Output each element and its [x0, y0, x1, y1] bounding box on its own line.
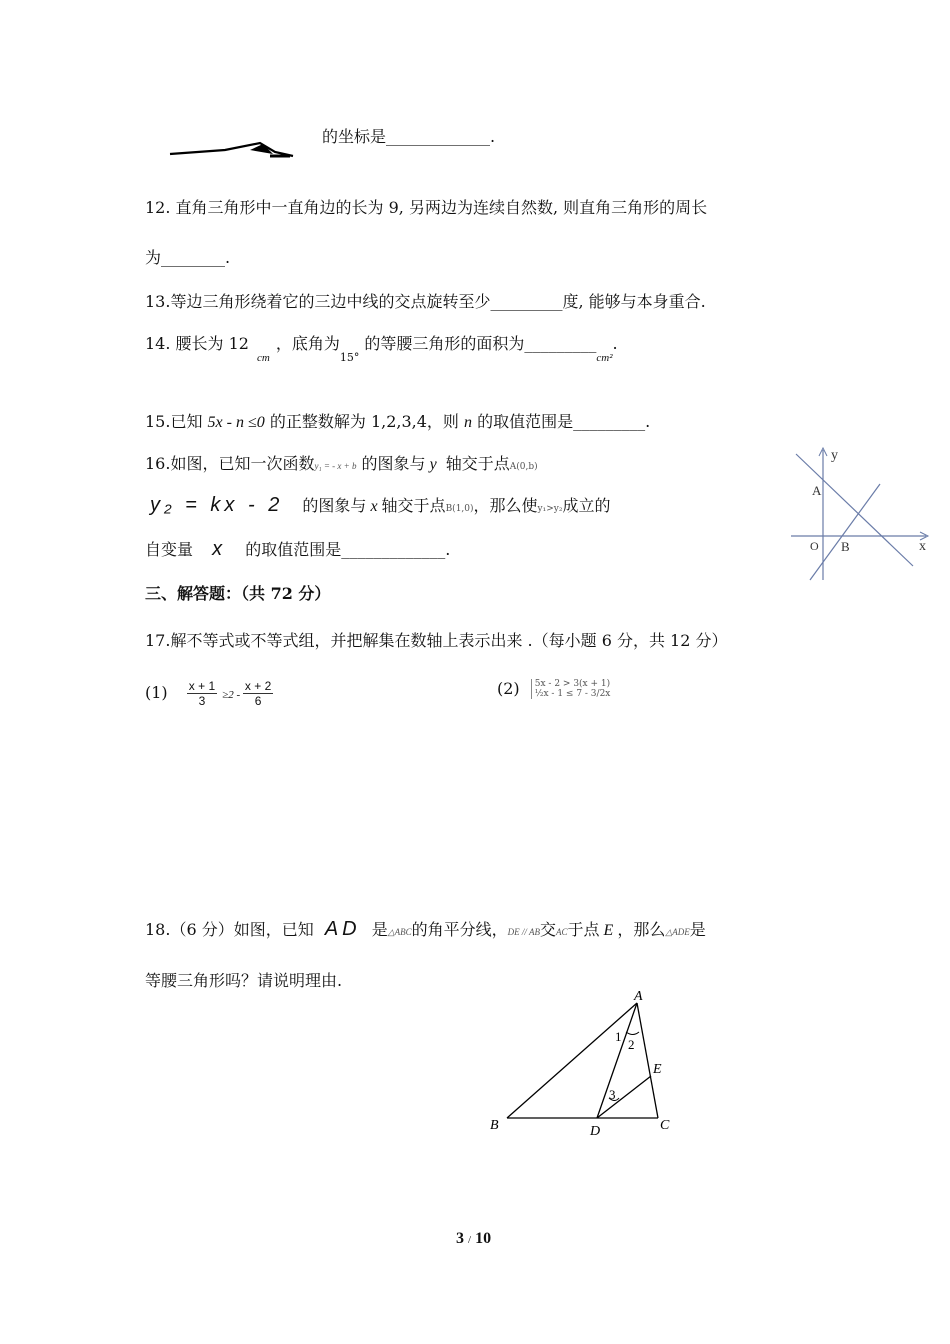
q16-line3-prefix: 自变量: [145, 540, 194, 559]
q17-p1-label: (1): [145, 683, 168, 702]
graph-label-b: B: [841, 539, 850, 554]
q17-p1-mid: ≥2 -: [222, 689, 243, 701]
q17-p1-frac1: [187, 679, 217, 708]
q18-mid1: 是: [371, 920, 388, 939]
q18-seg: AD: [324, 918, 361, 940]
q18-side: AC: [556, 927, 568, 937]
fig-label-e: E: [653, 1062, 662, 1077]
q16-line2-suffix: 成立的: [562, 496, 611, 515]
q15-mid: 的正整数解为 1,2,3,4，则: [264, 412, 459, 431]
q18-mid2: 的角平分线，: [411, 920, 508, 939]
q17-text: 17.解不等式或不等式组，并把解集在数轴上表示出来 .（每小题 6 分，共 12 分）: [145, 631, 728, 650]
q16-var-x: x: [212, 538, 227, 560]
q18-mid4: 于点: [567, 920, 600, 939]
graph-label-x: x: [919, 539, 926, 554]
graph-label-a: A: [812, 483, 822, 498]
q18-suffix: 是: [689, 920, 706, 939]
q17-p2-system: [531, 679, 611, 699]
q12-line1: 12. 直角三角形中一直角边的长为 9, 另两边为连续自然数, 则直角三角形的周长: [145, 198, 708, 217]
q18-line2: 等腰三角形吗？请说明理由.: [145, 971, 343, 990]
fig-label-b: B: [490, 1118, 499, 1133]
q18-mid5: ，那么: [617, 920, 666, 939]
q14-suffix: 的等腰三角形的面积为_________: [359, 334, 597, 353]
q16-line2-mid: 的图象与: [302, 496, 367, 515]
q15-text: [145, 412, 650, 433]
q16-line1-prefix: 16.如图，已知一次函数: [145, 454, 315, 473]
q16-line1: [145, 454, 538, 477]
fig-label-a: A: [634, 989, 643, 1004]
q18-par: DE // AB: [507, 927, 540, 937]
q14-unit: cm: [256, 352, 270, 364]
q16-line2-mid2: 轴交于点: [381, 496, 446, 515]
q16-graph: [788, 444, 936, 584]
q16-func2: y₂ = kx - 2: [150, 494, 284, 516]
q17-p2: [497, 679, 610, 699]
graph-label-y: y: [831, 448, 838, 463]
q15-prefix: 15.已知: [145, 412, 203, 431]
partial-figure: [165, 138, 295, 162]
page-number: [456, 1229, 491, 1250]
fig-angle-3: 3: [609, 1087, 616, 1102]
q18-tri2: △ADE: [665, 927, 690, 937]
q16-point-b: B(1,0): [445, 504, 474, 514]
page-current: 3: [456, 1230, 464, 1247]
q14-area-unit: cm²: [596, 352, 613, 364]
q12-line2: 为________.: [145, 248, 231, 267]
q15-var: n: [464, 414, 473, 431]
q17-p2-line1: 5x - 2 > 3(x + 1): [534, 679, 611, 689]
q14-prefix: 14. 腰长为 12: [145, 334, 249, 353]
q16-line3: [145, 539, 450, 560]
q17-p1-den2: 6: [254, 694, 262, 708]
q18-pt: E: [603, 922, 614, 939]
q13-text: 13.等边三角形绕着它的三边中线的交点旋转至少_________度, 能够与本身重合.: [145, 292, 706, 311]
q14-text: [145, 334, 618, 364]
q16-line3-suffix: 的取值范围是_____________.: [245, 540, 451, 559]
fig-angle-1: 1: [615, 1029, 622, 1044]
fig-label-c: C: [660, 1118, 670, 1133]
q16-line1-suffix: 轴交于点: [440, 454, 510, 473]
q16-line1-mid: 的图象与: [356, 454, 426, 473]
q17-p1: [145, 679, 273, 708]
q17-p1-frac2: [243, 679, 273, 708]
q17-p1-den1: 3: [198, 694, 206, 708]
section3-title: 三、解答题：（共 72 分）: [145, 584, 331, 603]
q16-func1: y₁ = - x + b: [314, 461, 357, 471]
graph-label-o: O: [810, 539, 819, 553]
fig-label-d: D: [590, 1124, 601, 1139]
q17-p1-num1: x + 1: [188, 679, 216, 693]
page-separator: /: [468, 1234, 472, 1246]
q15-ineq: 5x - n ≤0: [207, 414, 265, 431]
q14-end: .: [612, 334, 618, 353]
q18-prefix: 18.（6 分）如图，已知: [145, 920, 314, 939]
q18-line1: [145, 919, 706, 942]
q16-line2-mid3: ，那么使: [473, 496, 538, 515]
q17-p2-label: (2): [497, 679, 520, 698]
page-total: 10: [475, 1230, 492, 1247]
q16-point-a: A(0,b): [509, 462, 538, 472]
q16-axis-x: x: [370, 498, 378, 515]
q18-figure: [485, 985, 685, 1140]
q18-tri: △ABC: [387, 927, 412, 937]
q14-angle: 15°: [339, 351, 360, 364]
q18-mid3: 交: [540, 920, 557, 939]
top-fragment-text: 的坐标是_____________.: [322, 127, 496, 146]
q17-p1-num2: x + 2: [244, 679, 272, 693]
q17-p2-line2: ½x - 1 ≤ 7 - 3/2x: [534, 689, 611, 699]
q16-cond: y₁>y₂: [537, 504, 563, 514]
q15-suffix: 的取值范围是_________.: [472, 412, 651, 431]
q16-line2: [150, 495, 610, 519]
q16-axis-y: y: [429, 456, 437, 473]
q14-mid: ，底角为: [275, 334, 340, 353]
fig-angle-2: 2: [628, 1037, 635, 1052]
